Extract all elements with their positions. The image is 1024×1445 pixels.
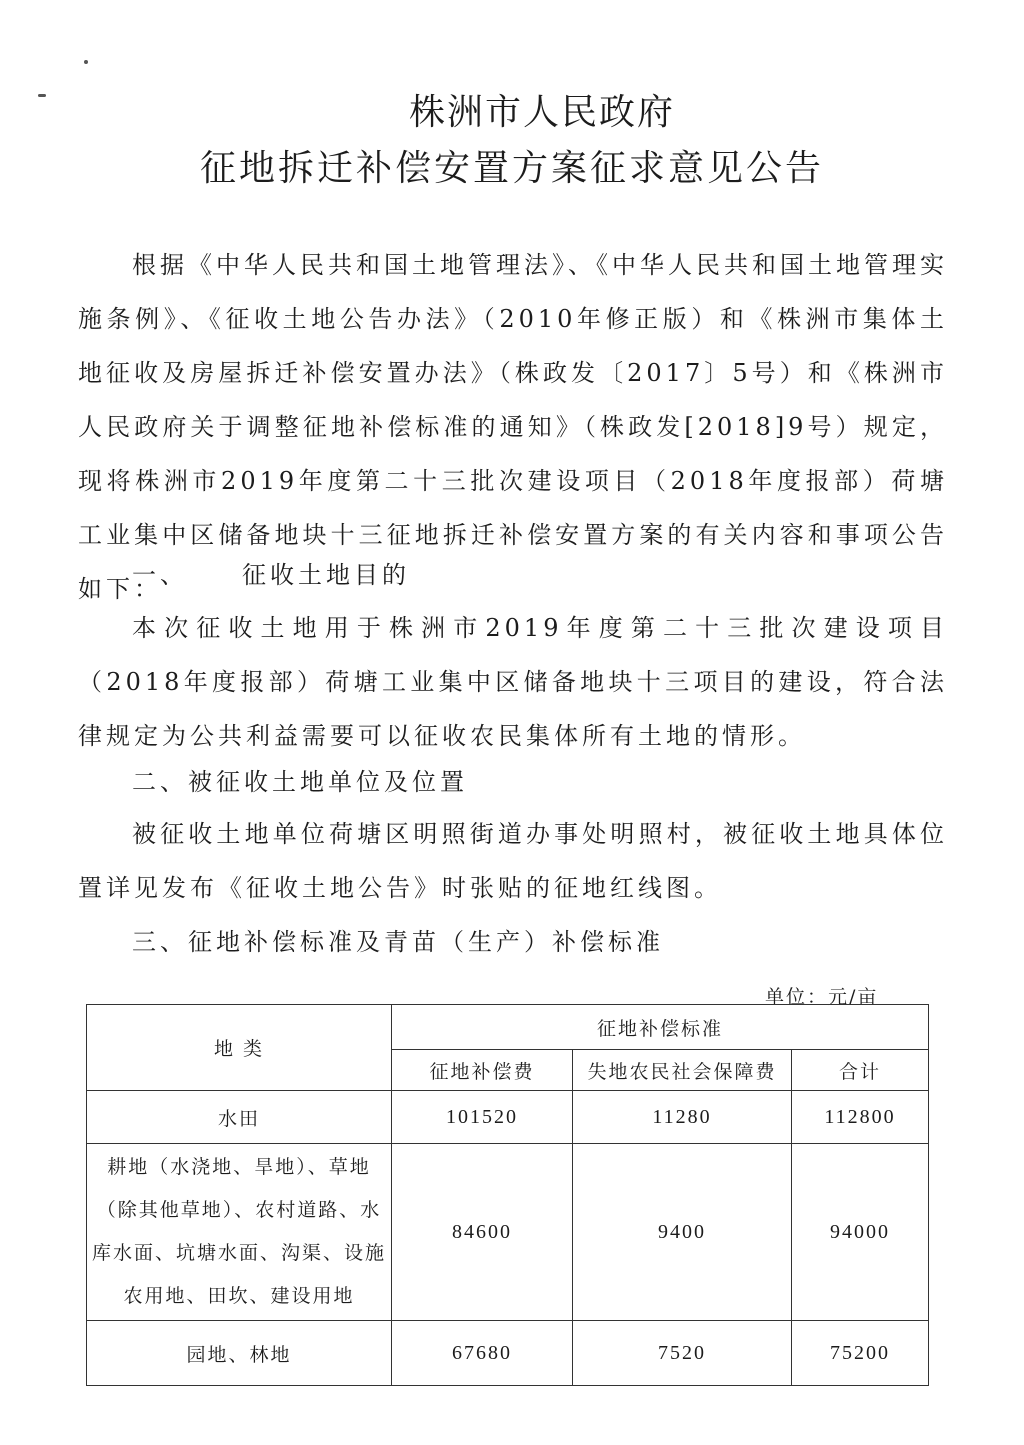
land-type-cell: 园地、林地 (87, 1321, 392, 1386)
table-header-row (87, 1005, 929, 1050)
section-body-1: 本次征收土地用于株洲市2019年度第二十三批次建设项目（2018年度报部）荷塘工业集中区储备地块十三项目的建设，符合法律规定为公共利益需要可以征收农民集体所有土地的情形。 (78, 614, 948, 750)
section-title: 征地补偿标准及青苗（生产）补偿标准 (188, 928, 664, 956)
section-number: 三、 (132, 928, 188, 956)
column-header: 失地农民社会保障费 (573, 1050, 792, 1091)
value-cell: 112800 (792, 1091, 929, 1144)
group-header: 征地补偿标准 (392, 1005, 929, 1050)
land-type-cell: 水田 (87, 1091, 392, 1144)
scan-speck (84, 60, 88, 64)
value-cell: 75200 (792, 1321, 929, 1386)
section-number: 一、 (132, 561, 188, 589)
section-number: 二、 (132, 768, 188, 796)
section-title: 征收土地目的 (242, 561, 410, 589)
value-cell: 101520 (392, 1091, 573, 1144)
value-cell: 84600 (392, 1144, 573, 1321)
land-type-cell: 耕地（水浇地、旱地）、草地（除其他草地）、农村道路、水库水面、坑塘水面、沟渠、设施农用地、田坎、建设用地 (87, 1144, 392, 1321)
value-cell: 67680 (392, 1321, 573, 1386)
value-cell: 7520 (573, 1321, 792, 1386)
section-heading-3 (132, 922, 664, 957)
column-header: 合计 (792, 1050, 929, 1091)
document-title-line2: 征地拆迁补偿安置方案征求意见公告 (199, 148, 824, 189)
value-cell: 94000 (792, 1144, 929, 1321)
intro-paragraph: 根据《中华人民共和国土地管理法》、《中华人民共和国土地管理实施条例》、《征收土地公告办法》（2010年修正版）和《株洲市集体土地征收及房屋拆迁补偿安置办法》（株政发〔2017〕5号）和《株洲市人民政府关于调整征地补偿标准的通知》（株政发[2018]9号）规定，现将株洲市2019年度第二十三批次建设项目（2018年度报部）荷塘工业集中区储备地块十三征地拆迁补偿安置方案的有关内容和事项公告如下： (78, 251, 948, 603)
compensation-table (86, 1004, 929, 1386)
table-row (87, 1321, 929, 1386)
value-cell: 11280 (573, 1091, 792, 1144)
table-unit-label: 单位：元/亩 (765, 986, 879, 1008)
land-type-header: 地 类 (87, 1005, 392, 1091)
section-heading-1 (132, 555, 410, 590)
section-heading-2 (132, 762, 468, 797)
table-row (87, 1091, 929, 1144)
document-title-line1: 株洲市人民政府 (408, 92, 675, 133)
section-title: 被征收土地单位及位置 (188, 768, 468, 796)
section-body-2: 被征收土地单位荷塘区明照街道办事处明照村，被征收土地具体位置详见发布《征收土地公告》时张贴的征地红线图。 (78, 820, 948, 902)
column-header: 征地补偿费 (392, 1050, 573, 1091)
table-row (87, 1144, 929, 1321)
value-cell: 9400 (573, 1144, 792, 1321)
